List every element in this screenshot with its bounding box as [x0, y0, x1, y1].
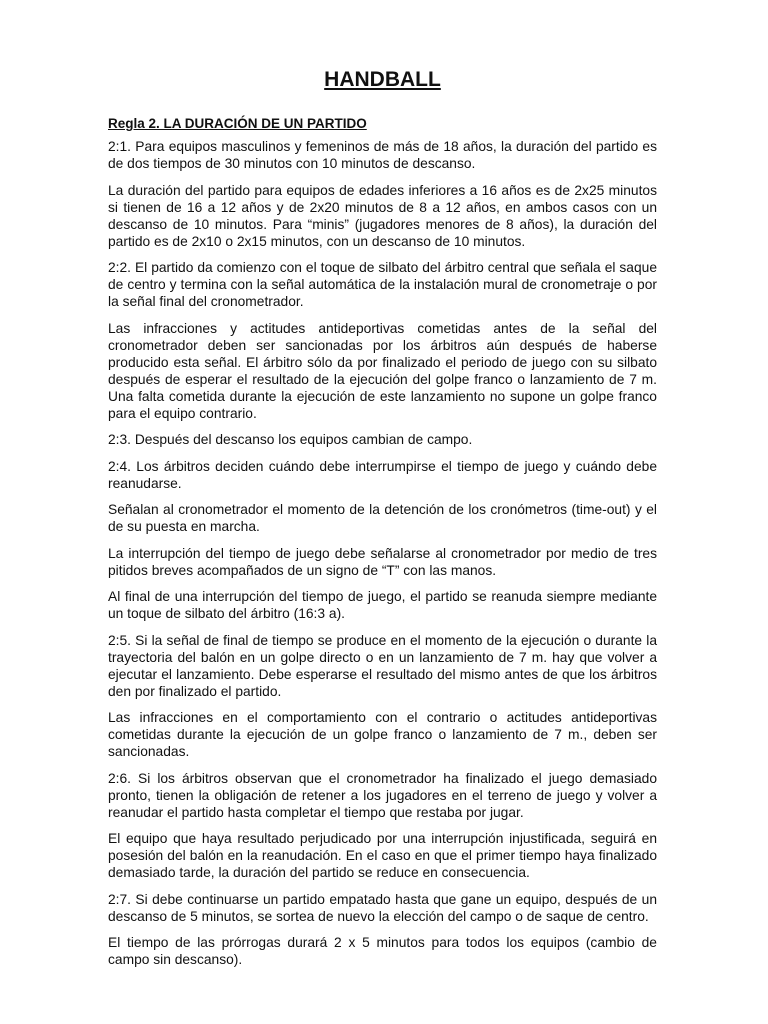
paragraph-2-7: 2:7. Si debe continuarse un partido empatado hasta que gane un equipo, después de un descanso de 5 minutos, se sortea de nuevo la elección del campo o de saque de centro. [108, 891, 657, 924]
paragraph-2-6: 2:6. Si los árbitros observan que el cronometrador ha finalizado el juego demasiado pronto, tienen la obligación de retener a los jugadores en el terreno de juego y volver a reanudar el partido hasta completar el tiempo que restaba por jugar. [108, 770, 657, 820]
paragraph-interruption-signal: La interrupción del tiempo de juego debe señalarse al cronometrador por medio de tres pitidos breves acompañados de un signo de “T” con las manos. [108, 545, 657, 578]
paragraph-time-out: Señalan al cronometrador el momento de la detención de los cronómetros (time-out) y el de su puesta en marcha. [108, 502, 657, 534]
paragraph-2-4: 2:4. Los árbitros deciden cuándo debe interrumpirse el tiempo de juego y cuándo debe reanudarse. [108, 458, 657, 491]
paragraph-2-5: 2:5. Si la señal de final de tiempo se produce en el momento de la ejecución o durante la trayectoria del balón en un golpe directo o en un lanzamiento de 7 m. hay que volver a ejecutar el lanzamiento. Debe esperarse el resultado del mismo antes de que los árbitros den por finalizado el partido. [108, 632, 657, 699]
paragraph-2-3: 2:3. Después del descanso los equipos cambian de campo. [108, 432, 473, 447]
paragraph-2-2: 2:2. El partido da comienzo con el toque de silbato del árbitro central que señala el saque de centro y termina con la señal automática de la instalación mural de cronometraje o por la señal final del cronometrador. [108, 260, 657, 309]
document-title: HANDBALL [324, 68, 441, 91]
section-heading: Regla 2. LA DURACIÓN DE UN PARTIDO [108, 116, 367, 131]
paragraph-infractions-before-signal: Las infracciones y actitudes antideportivas cometidas antes de la señal del cronometrador deben ser sancionadas por los árbitros aún después de haberse producido esta señal. El árbitro sólo da por finalizado el periodo de juego con su silbato después de esperar el resultado de la ejecución del golpe franco o lanzamiento de 7 m. Una falta cometida durante la ejecución de este lanzamiento no supone un golpe franco para el equipo contrario. [108, 320, 657, 421]
paragraph-resume-play: Al final de una interrupción del tiempo de juego, el partido se reanuda siempre mediante un toque de silbato del árbitro (16:3 a). [108, 589, 657, 621]
paragraph-overtime: El tiempo de las prórrogas durará 2 x 5 minutos para todos los equipos (cambio de campo sin descanso). [108, 935, 657, 967]
paragraph-unjustified-interruption: El equipo que haya resultado perjudicado por una interrupción injustificada, seguirá en posesión del balón en la reanudación. En el caso en que el primer tiempo haya finalizado demasiado tarde, la duración del partido se reduce en consecuencia. [108, 831, 657, 880]
paragraph-infractions-during-throw: Las infracciones en el comportamiento con el contrario o actitudes antideportivas cometidas durante la ejecución de un golpe franco o lanzamiento de 7 m., deben ser sancionadas. [108, 710, 657, 759]
document-page [108, 66, 657, 978]
paragraph-youth-duration: La duración del partido para equipos de edades inferiores a 16 años es de 2x25 minutos si tienen de 16 a 12 años y de 2x20 minutos de 8 a 12 años, en ambos casos con un descanso de 10 minutos. Para “minis” (jugadores menores de 8 años), la duración del partido es de 2x10 o 2x15 minutos, con un descanso de 10 minutos. [108, 182, 657, 249]
paragraph-2-1: 2:1. Para equipos masculinos y femeninos de más de 18 años, la duración del partido es de dos tiempos de 30 minutos con 10 minutos de descanso. [108, 139, 657, 171]
